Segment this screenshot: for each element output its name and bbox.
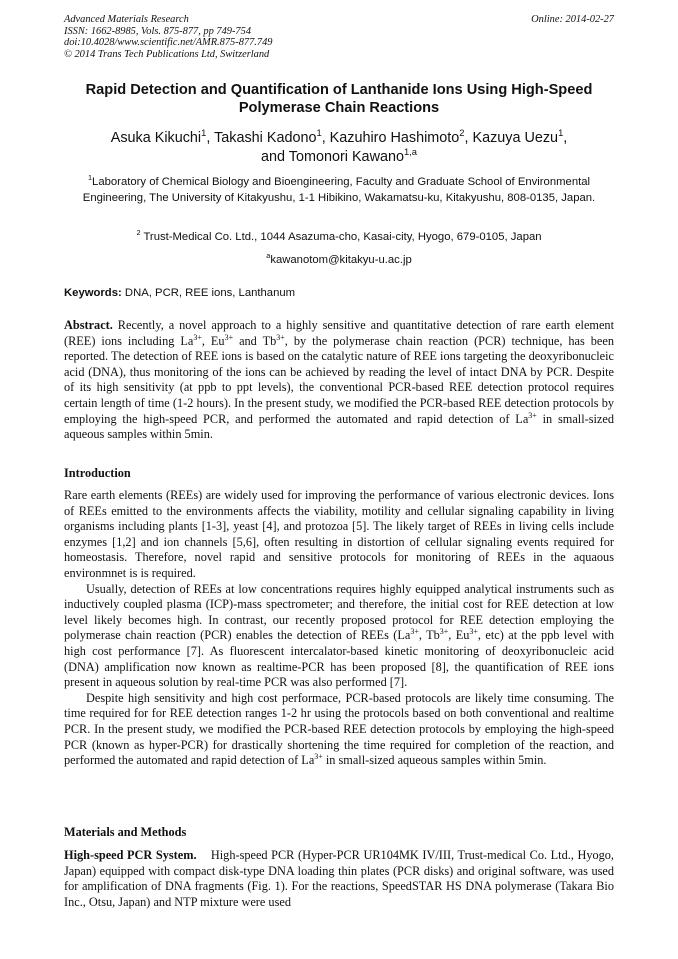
copyright-line: © 2014 Trans Tech Publications Ltd, Switzerland <box>64 48 270 60</box>
affiliation-2: $^2$ Trust-Medical Co. Ltd., 1044 Asazuma-cho, Kasai-city, Hyogo, 679-0105, Japan <box>136 228 542 243</box>
online-date: Online: 2014-02-27 <box>531 14 614 25</box>
affiliation-1: $^1$Laboratory of Chemical Biology and Bioengineering, Faculty and Graduate School of Environmental Engineering, The University of Kitakyushu, 1-1 Hibikino, Wakamatsu-ku, Kitakyushu, 808-0135, Japan. <box>82 173 596 204</box>
keywords-label: Keywords: <box>64 287 122 299</box>
abstract-text: Abstract. Recently, a novel approach to a highly sensitive and quantitative detection of rare earth element (REE) ions including $La^{3+}$, $Eu^{3+}$ and $Tb^{3+}$, by the polymerase chain reaction (PCR) technique, has been reported. The detection of REE ions is based on the catalytic nature of REE ions targeting the deoxyribonucleic acid (DNA), thus monitoring of the ions can be achieved by reading the level of intact DNA by PCR. Despite of its high sensitivity (at ppb to ppt levels), the conventional PCR-based REE detection protocol requires certain length of time (1-2 hours). In the present study, we modified the PCR-based REE detection protocols by employing the high-speed PCR, and performed the automated and rapid detection of $La^{3+}$ in small-sized aqueous samples within 5min. <box>64 318 614 442</box>
paper-title: Rapid Detection and Quantification of Lanthanide Ions Using High-Speed Polymerase Chain Reactions <box>85 82 593 116</box>
keywords <box>64 287 614 299</box>
author-list: Asuka Kikuchi$^1$, Takashi Kadono$^1$, Kazuhiro Hashimoto$^2$, Kazuya Uezu$^1$, and Tomonori Kawano$^{1,a}$ <box>110 128 568 165</box>
abstract <box>64 318 614 443</box>
journal-name: Advanced Materials Research <box>64 14 189 25</box>
issn-line: ISSN: 1662-8985, Vols. 875-877, pp 749-754 <box>64 25 252 37</box>
intro-paragraph-2: Usually, detection of REEs at low concentrations requires highly equipped analytical instruments such as inductively coupled plasma (ICP)-mass spectrometer; and therefore, the initial cost for REE detection at low level likely becomes high. In contrast, our recently proposed protocol for REE detection employing the polymerase chain reaction (PCR) enables the detection of REEs ($La^{3+}$, $Tb^{3+}$, $Eu^{3+}$, etc) at the ppb level with high cost performance [7]. As fluorescent intercalator-based kinetic monitoring of deoxyribonucleic acid (DNA) amplification now known as realtime-PCR has been proposed [8], the quantification of REE ions present in aqueous solution by real-time PCR was also performed [7]. <box>64 581 614 690</box>
keywords-text: DNA, PCR, REE ions, Lanthanum <box>124 287 296 299</box>
mm-run-in-heading: High-speed PCR System. <box>64 848 197 862</box>
materials-methods-heading: Materials and Methods <box>64 825 187 839</box>
doi-line: doi:10.4028/www.scientific.net/AMR.875-877.749 <box>64 37 273 49</box>
materials-methods-body <box>64 848 614 910</box>
introduction-body <box>64 488 614 769</box>
corresponding-email: $^a$kawanotom@kitakyu-u.ac.jp <box>266 251 412 266</box>
journal-header <box>64 14 614 60</box>
intro-paragraph-3: Despite high sensitivity and high cost performace, PCR-based protocols are likely time consuming. The time required for for REE detection ranges 1-2 hr using the protocols based on both conventional and realtime PCR. In the present study, we modified the PCR-based REE detection protocols by employing the high-speed PCR (known as hyper-PCR) for drastically shortening the time required for completion of the reaction, and performed the automated and rapid detection of $La^{3+}$ in small-sized aqueous samples within 5min. <box>64 690 614 768</box>
intro-paragraph-1: Rare earth elements (REEs) are widely used for improving the performance of various electronic devices. Ions of REEs emitted to the environments affects the viability, motility and cellular signaling capability in living organisms including plants [1-3], yeast [4], and protozoa [5]. The likely target of REEs in living cells include enzymes [1,2] and ion channels [5,6], often resulting in distortion of cellular signaling events required for homeostasis. Therefore, novel rapid and sensitive protocols for monitoring of REEs in the aquaous environmnet is is required. <box>64 488 614 580</box>
introduction-heading: Introduction <box>64 466 131 480</box>
mm-paragraph-1 <box>64 848 614 910</box>
mm-paragraph-1-text: High-speed PCR (Hyper-PCR UR104MK IV/III, Trust-medical Co. Ltd., Hyogo, Japan) equipped with compact disk-type DNA loading thin plates (PCR disks) and original software, was used for amplification of DNA fragments (Fig. 1). For the reactions, SpeedSTAR HS DNA polymerase (Takara Bio Inc., Otsu, Japan) and NTP mixture were used <box>64 848 614 909</box>
